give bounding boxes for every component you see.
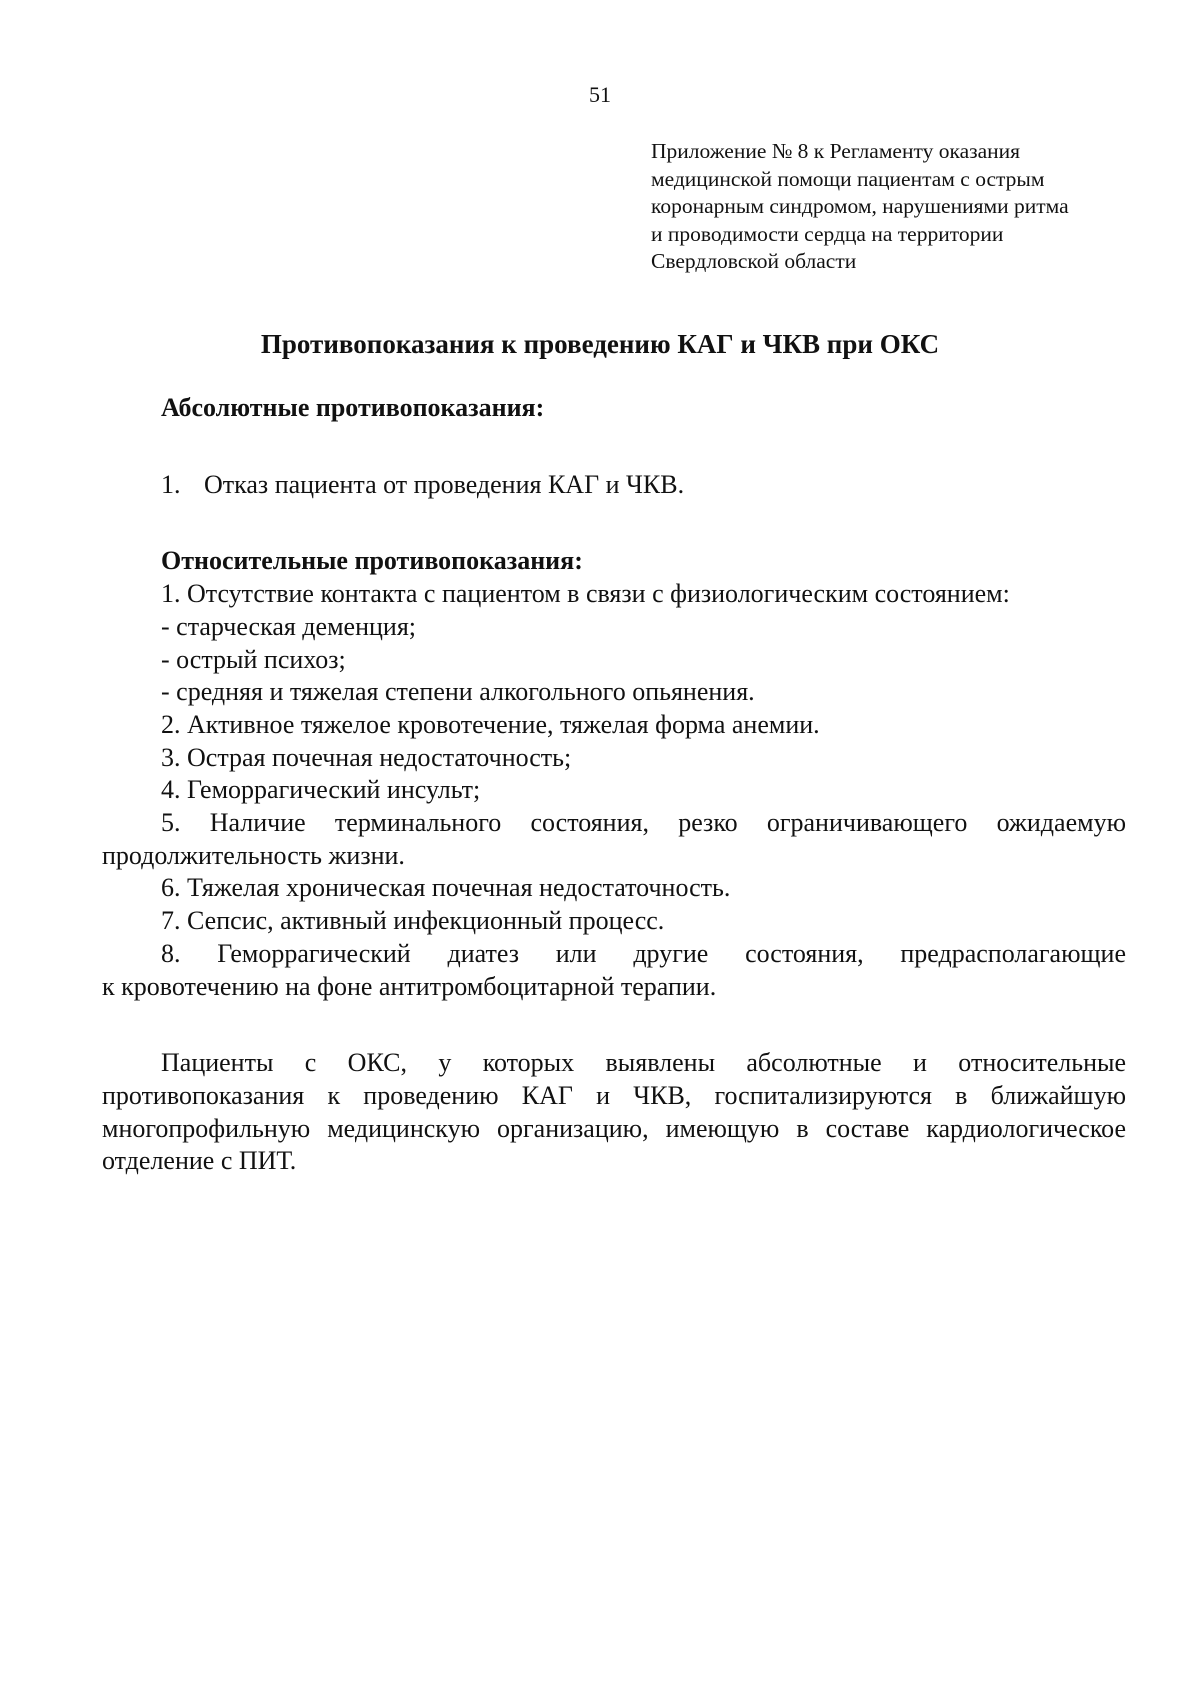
absolute-item-text: Отказ пациента от проведения КАГ и ЧКВ. bbox=[204, 469, 685, 499]
conclusion-line: многопрофильную медицинскую организацию, имеющую в составе кардиологическое bbox=[102, 1113, 1126, 1143]
appendix-line: и проводимости сердца на территории bbox=[651, 221, 1004, 246]
conclusion-line: отделение с ПИТ. bbox=[102, 1146, 297, 1176]
appendix-line: коронарным синдромом, нарушениями ритма bbox=[651, 194, 1069, 218]
appendix-line: Приложение № 8 к Регламенту оказания bbox=[651, 139, 1021, 163]
relative-line: - средняя и тяжелая степени алкогольного опьянения. bbox=[161, 677, 755, 707]
page-number: 51 bbox=[589, 82, 611, 107]
relative-line: - острый психоз; bbox=[161, 644, 346, 674]
relative-line: 1. Отсутствие контакта с пациентом в связи с физиологическим состоянием: bbox=[161, 579, 1010, 609]
absolute-item bbox=[102, 469, 1126, 502]
appendix-line: медицинской помощи пациентам с острым bbox=[651, 166, 1045, 191]
relative-item-8-line-2: к кровотечению на фоне антитромбоцитарной терапии. bbox=[102, 971, 717, 1001]
conclusion-paragraph bbox=[102, 1047, 1126, 1178]
absolute-contraindications-heading: Абсолютные противопоказания: bbox=[161, 393, 545, 422]
appendix-line: Свердловской области bbox=[651, 249, 857, 273]
conclusion-line: Пациенты с ОКС, у которых выявлены абсолютные и относительные bbox=[161, 1048, 1126, 1078]
relative-line: 3. Острая почечная недостаточность; bbox=[161, 742, 572, 772]
conclusion-line: противопоказания к проведению КАГ и ЧКВ, госпитализируются в ближайшую bbox=[102, 1080, 1126, 1110]
document-body bbox=[102, 392, 1126, 1178]
appendix-note bbox=[651, 138, 1131, 276]
relative-item-5-line-2: продолжительность жизни. bbox=[102, 840, 405, 870]
relative-item-7: 7. Сепсис, активный инфекционный процесс. bbox=[161, 906, 665, 936]
relative-line: 2. Активное тяжелое кровотечение, тяжелая форма анемии. bbox=[161, 709, 820, 739]
relative-contraindications-heading: Относительные противопоказания: bbox=[161, 546, 583, 576]
relative-line: 4. Геморрагический инсульт; bbox=[161, 775, 481, 805]
relative-line: - старческая деменция; bbox=[161, 611, 416, 641]
document-title: Противопоказания к проведению КАГ и ЧКВ при ОКС bbox=[260, 329, 940, 359]
absolute-item-number: 1. bbox=[161, 469, 181, 499]
relative-item-5-line-1: 5. Наличие терминального состояния, резко ограничивающего ожидаемую bbox=[161, 808, 1126, 838]
relative-item-8-line-1: 8. Геморрагический диатез или другие состояния, предрасполагающие bbox=[161, 938, 1126, 968]
relative-item-6: 6. Тяжелая хроническая почечная недостаточность. bbox=[161, 873, 731, 903]
